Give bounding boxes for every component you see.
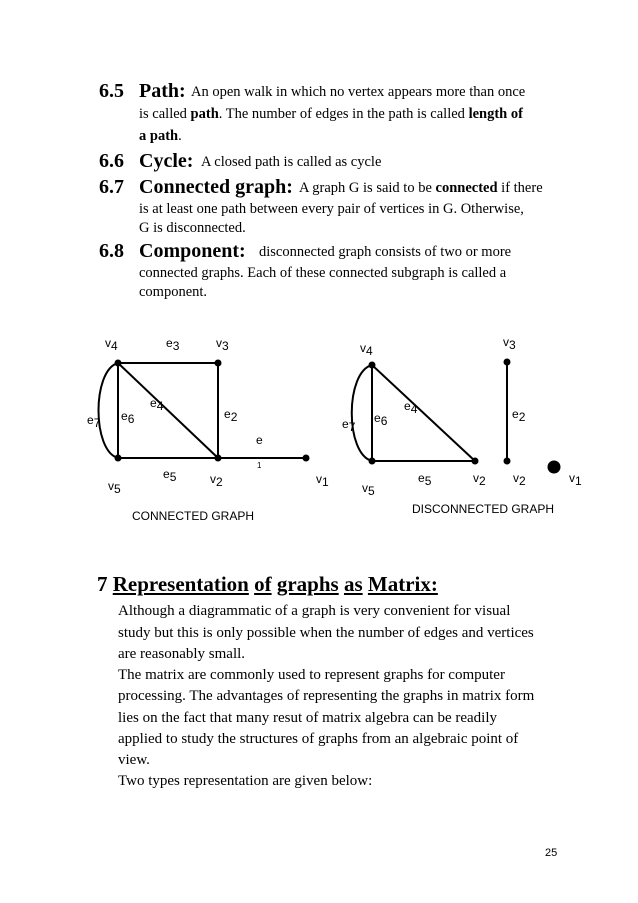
section-title-word: Representation [112,572,249,596]
section-title-word: as [343,572,363,596]
label-v5: v5 [362,481,375,498]
definition-number: 6.5 [99,80,124,102]
text-run: . The number of edges in the path is called [218,106,469,122]
text-run: disconnected graph consists of two or more [259,244,512,260]
paragraph-line: The matrix are commonly used to represent graphs for computer [118,667,505,683]
label-v1: v1 [316,472,329,489]
text-run: . [178,128,182,144]
label-e6: e6 [374,411,388,428]
definition-number: 6.6 [99,150,124,172]
text-run: component. [139,284,208,300]
label-e5: e5 [163,467,177,484]
label-e6: e6 [121,409,135,426]
vertex-v5 [115,455,122,462]
label-e1-letter: e [256,433,263,447]
text-run: A graph G is said to be [299,180,436,196]
page-number: 25 [545,847,558,859]
caption-disconnected: DISCONNECTED GRAPH [412,502,555,516]
label-e3: e3 [166,336,180,353]
vertex-v4 [369,362,376,369]
bold-term: path [190,106,219,122]
vertex-v3 [215,360,222,367]
definition-line [139,201,524,218]
section-title [97,572,438,597]
paragraph-line: Although a diagrammatic of a graph is very convenient for visual [118,603,511,619]
text-run: connected graphs. Each of these connected subgraph is called a [139,265,507,281]
label-e1-index: 1 [257,461,262,470]
paragraph-line: processing. The advantages of representing the graphs in matrix form [118,688,535,704]
paragraph-line: lies on the fact that many resut of matrix algebra can be readily [118,710,498,726]
paragraph-line: are reasonably small. [118,646,246,662]
label-e2: e2 [224,407,238,424]
definition-term: Cycle: [139,150,194,172]
paragraph-line: study but this is only possible when the number of edges and vertices [118,625,534,641]
text-run: A closed path is called as cycle [201,154,382,170]
definition-line [259,244,511,261]
definition-line [139,220,246,237]
section-title-word: graphs [276,572,339,596]
label-e4: e4 [150,396,164,413]
label-v1: v1 [569,471,582,488]
definition-term: Connected graph: [139,176,293,198]
text-run: An open walk in which no vertex appears more than once [191,84,526,100]
label-v2: v2 [210,472,223,489]
graph-figure [0,320,638,530]
definition-line [191,84,525,101]
label-v3: v3 [503,335,516,352]
vertex-v1 [303,455,310,462]
bold-term: a path [139,128,179,144]
edge-e4 [118,363,218,458]
text-run: is called [139,106,191,122]
section-title-word: Matrix: [367,572,438,596]
definition-line [139,106,523,123]
edge-e7 [352,365,372,461]
label-e7: e7 [87,413,101,430]
text-run: is at least one path between every pair of vertices in G. Otherwise, [139,201,524,217]
vertex-v2 [472,458,479,465]
definition-number: 6.8 [99,240,124,262]
paragraph-line: applied to study the structures of graphs from an algebraic point of [118,731,519,747]
connected-graph [87,336,329,523]
label-v2-isolated-edge: v2 [513,471,526,488]
vertex-v1 [548,461,561,474]
label-e5: e5 [418,471,432,488]
section-title-word: of [254,572,272,596]
bold-term: connected [435,180,498,196]
label-v2: v2 [473,471,486,488]
definition-number: 6.7 [99,176,124,198]
caption-connected: CONNECTED GRAPH [132,509,255,523]
definition-line [139,284,207,301]
definition-line [299,180,543,197]
vertex-v4 [115,360,122,367]
vertex-v3 [504,359,511,366]
label-e7: e7 [342,417,356,434]
disconnected-graph [342,335,582,516]
text-run: if there [497,180,543,196]
definition-line [139,128,182,145]
label-e4: e4 [404,399,418,416]
paragraph-line: view. [118,752,150,768]
definition-term: Path: [139,80,186,102]
paragraph-line: Two types representation are given below: [118,773,373,789]
label-v3: v3 [216,336,229,353]
vertex-v2 [215,455,222,462]
label-e2: e2 [512,407,526,424]
label-v5: v5 [108,479,121,496]
text-run: G is disconnected. [139,220,246,236]
definition-line [201,154,381,171]
label-v4: v4 [360,341,373,358]
section-number: 7 [97,572,108,596]
edge-e7 [99,363,119,458]
vertex-v5 [369,458,376,465]
vertex-v2-isolated-edge [504,458,511,465]
definition-term: Component: [139,240,246,262]
label-v4: v4 [105,336,118,353]
edge-e4 [372,365,475,461]
bold-term: length of [468,106,523,122]
definition-line [139,265,506,282]
